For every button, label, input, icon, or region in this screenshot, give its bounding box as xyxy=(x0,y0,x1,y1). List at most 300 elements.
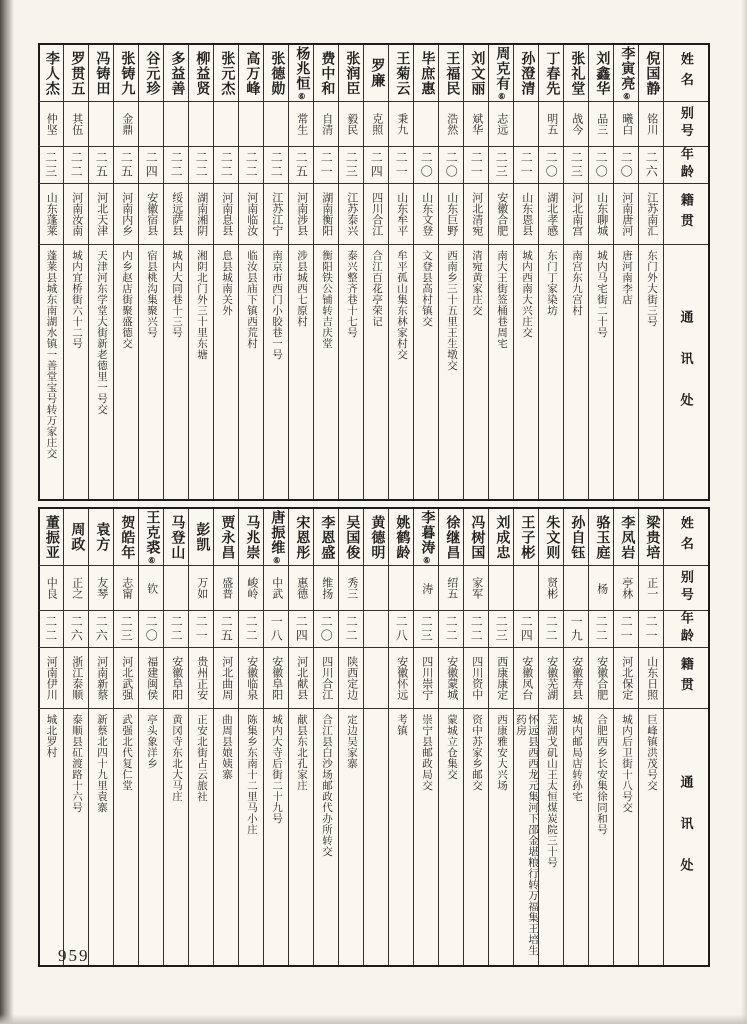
age-cell: 二〇 xyxy=(439,147,463,184)
person-name: 冯铸田 xyxy=(94,50,110,96)
address-cell: 献县东北孔家庄 xyxy=(296,714,307,791)
person-column xyxy=(338,509,363,965)
native-place-cell: 安徽芜湖 xyxy=(539,648,563,709)
person-column xyxy=(163,509,188,965)
header-address: 通讯处 xyxy=(678,774,694,900)
name-cell xyxy=(514,45,538,102)
alias-cell xyxy=(164,102,188,147)
address-cell: 黄冈寺东北大马庄 xyxy=(171,714,182,802)
person-name: 姚鹤龄 xyxy=(394,514,410,560)
age-cell: 二五 xyxy=(89,147,113,184)
age-cell: 二二 xyxy=(339,611,363,648)
address-cell: 正安北街占云旅社 xyxy=(196,714,207,802)
address-cell: 临汝县庙下镇西荒村 xyxy=(246,250,257,349)
person-column xyxy=(588,509,613,965)
person-name: 冯树国 xyxy=(469,514,485,560)
name-cell xyxy=(239,45,263,102)
name-cell xyxy=(364,45,388,102)
address-cell: 城内大同巷十三号 xyxy=(171,250,182,338)
native-place-cell: 河南内乡 xyxy=(114,184,138,245)
alias-cell xyxy=(239,102,263,147)
native-place-cell: 湖南衡阳 xyxy=(314,184,338,245)
scan-bottom-shadow xyxy=(0,1014,747,1024)
age-cell: 一九 xyxy=(564,611,588,648)
person-column xyxy=(88,509,113,965)
person-column xyxy=(163,45,188,499)
header-alias: 别号 xyxy=(664,102,708,147)
alias-cell: 峻岭 xyxy=(239,566,263,611)
alias-cell: 盛普 xyxy=(214,566,238,611)
person-column xyxy=(313,509,338,965)
native-place-cell: 湖南湘阴 xyxy=(189,184,213,245)
person-column xyxy=(513,509,538,965)
name-cell xyxy=(539,509,563,566)
native-place-cell: 安徽怀远 xyxy=(389,648,413,709)
person-name: 高万峰 xyxy=(244,50,260,96)
person-column xyxy=(563,509,588,965)
native-place-cell: 安徽凤台 xyxy=(514,648,538,709)
address-cell: 东门外大街三号 xyxy=(646,250,657,327)
name-cell xyxy=(464,45,488,102)
age-cell: 二二 xyxy=(239,611,263,648)
person-name: 吴国俊 xyxy=(344,514,360,560)
name-cell xyxy=(639,509,663,566)
address-cell: 泰顺县矼渡路十六号 xyxy=(71,714,82,813)
age-cell: 二一 xyxy=(514,147,538,184)
person-name: 孙自钰 xyxy=(569,514,585,560)
header-alias: 别号 xyxy=(664,566,708,611)
person-column xyxy=(38,509,63,965)
alias-cell: 秉九 xyxy=(389,102,413,147)
person-column xyxy=(338,45,363,499)
alias-cell: 自清 xyxy=(314,102,338,147)
name-cell xyxy=(214,45,238,102)
person-name: 黄德明 xyxy=(369,514,385,560)
alias-cell: 友琴 xyxy=(89,566,113,611)
person-name: 骆玉庭 xyxy=(594,514,610,560)
name-cell xyxy=(139,509,163,566)
name-cell xyxy=(189,45,213,102)
person-column xyxy=(588,45,613,499)
header-native: 籍贯 xyxy=(664,648,708,709)
person-column xyxy=(188,509,213,965)
person-name: 彭凯 xyxy=(194,522,210,552)
native-place-cell: 河北曲周 xyxy=(214,648,238,709)
footnote-mark: ⑥ xyxy=(272,555,282,565)
person-column xyxy=(213,45,238,499)
person-column xyxy=(438,45,463,499)
age-cell xyxy=(364,611,388,648)
name-cell xyxy=(264,509,288,566)
name-cell xyxy=(214,509,238,566)
person-name: 唐振维 xyxy=(269,509,285,555)
person-name: 袁方 xyxy=(94,522,110,552)
native-place-cell: 山东聊城 xyxy=(589,184,613,245)
native-place-cell: 河北南宫 xyxy=(564,184,588,245)
address-cell: 唐河南李店 xyxy=(621,250,632,305)
age-cell: 二二 xyxy=(264,147,288,184)
native-place-cell: 安徽宿县 xyxy=(139,184,163,245)
native-place-cell: 河南息县 xyxy=(214,184,238,245)
address-cell: 息县城南关外 xyxy=(221,250,232,316)
alias-cell: 万如 xyxy=(189,566,213,611)
alias-cell: 明五 xyxy=(539,102,563,147)
address-cell: 合肥西乡长安集徐同和号 xyxy=(596,714,607,835)
address-cell: 衡阳铁公铺转吉庆堂 xyxy=(321,250,332,349)
name-cell xyxy=(389,45,413,102)
person-name: 丁春先 xyxy=(544,50,560,96)
age-cell: 二一 xyxy=(389,147,413,184)
native-place-cell: 安徽合肥 xyxy=(589,648,613,709)
native-place-cell: 陕西定边 xyxy=(339,648,363,709)
person-column xyxy=(413,45,438,499)
alias-cell xyxy=(189,102,213,147)
name-cell xyxy=(614,45,638,102)
native-place-cell: 河南唐河 xyxy=(614,184,638,245)
person-name: 杨兆恒 xyxy=(294,45,310,91)
header-column xyxy=(663,509,708,965)
person-name: 张铸九 xyxy=(119,50,135,96)
address-cell: 牟平孤山集东林家村交 xyxy=(396,250,407,360)
alias-cell: 贤彬 xyxy=(539,566,563,611)
alias-cell: 曦白 xyxy=(614,102,638,147)
alias-cell: 正一 xyxy=(639,566,663,611)
address-cell: 陈集乡东南十二里马小庄 xyxy=(246,714,257,835)
name-cell xyxy=(614,509,638,566)
person-column xyxy=(388,509,413,965)
person-column xyxy=(538,509,563,965)
name-cell xyxy=(564,509,588,566)
person-column xyxy=(438,509,463,965)
header-address: 通讯处 xyxy=(678,309,694,435)
age-cell: 二三 xyxy=(489,611,513,648)
alias-cell xyxy=(89,102,113,147)
person-name: 王菊云 xyxy=(394,50,410,96)
age-cell: 二二 xyxy=(539,611,563,648)
native-place-cell: 山东文登 xyxy=(414,184,438,245)
address-cell: 城内后卫街十八号交 xyxy=(621,714,632,813)
name-cell xyxy=(439,45,463,102)
person-column xyxy=(88,45,113,499)
person-column xyxy=(488,45,513,499)
native-place-cell: 河南临汝 xyxy=(239,184,263,245)
native-place-cell: 山东牟平 xyxy=(389,184,413,245)
person-column xyxy=(363,509,388,965)
address-cell: 合江百花亭荣记 xyxy=(371,250,382,327)
name-cell xyxy=(314,509,338,566)
age-cell: 二三 xyxy=(339,147,363,184)
person-name: 梁贵培 xyxy=(644,514,660,560)
person-name: 李凤岩 xyxy=(619,514,635,560)
person-name: 周克有 xyxy=(494,45,510,91)
name-cell xyxy=(38,509,63,566)
footnote-mark: ⑥ xyxy=(297,91,307,101)
person-name: 刘成忠 xyxy=(494,514,510,560)
name-cell xyxy=(589,509,613,566)
name-cell xyxy=(314,45,338,102)
name-cell xyxy=(364,509,388,566)
person-name: 张润臣 xyxy=(344,50,360,96)
person-column xyxy=(138,509,163,965)
alias-cell: 克照 xyxy=(364,102,388,147)
person-column xyxy=(63,45,88,499)
person-column xyxy=(463,45,488,499)
person-column xyxy=(563,45,588,499)
alias-cell: 杨 xyxy=(589,566,613,611)
alias-cell xyxy=(264,102,288,147)
person-name: 张元杰 xyxy=(219,50,235,96)
address-cell: 崇宁县邮政局交 xyxy=(421,714,432,791)
name-cell xyxy=(114,509,138,566)
address-cell: 泰兴整齐巷十七号 xyxy=(346,250,357,338)
address-cell: 宿县桃沟集聚兴号 xyxy=(146,250,157,338)
person-column xyxy=(613,509,638,965)
native-place-cell: 安徽合肥 xyxy=(489,184,513,245)
name-cell xyxy=(139,45,163,102)
address-cell: 蒙城立仓集交 xyxy=(446,714,457,780)
age-cell: 二五 xyxy=(114,147,138,184)
name-cell xyxy=(639,45,663,102)
person-name: 罗廉 xyxy=(369,58,385,88)
alias-cell: 品三 xyxy=(589,102,613,147)
person-column xyxy=(263,45,288,499)
name-cell xyxy=(89,45,113,102)
native-place-cell: 江苏江宁 xyxy=(264,184,288,245)
age-cell: 二四 xyxy=(289,611,313,648)
page-number: 959 xyxy=(58,946,90,965)
name-cell xyxy=(489,45,513,102)
header-column xyxy=(663,45,708,499)
name-cell xyxy=(189,509,213,566)
address-cell: 涉县城西七原村 xyxy=(296,250,307,327)
native-place-cell: 湖北孝感 xyxy=(539,184,563,245)
name-cell xyxy=(514,509,538,566)
directory-table-bottom xyxy=(38,507,710,967)
native-place-cell: 四川合江 xyxy=(364,184,388,245)
name-cell xyxy=(164,45,188,102)
age-cell: 二〇 xyxy=(614,147,638,184)
person-column xyxy=(238,509,263,965)
age-cell: 二一 xyxy=(464,147,488,184)
address-cell: 合江县白沙场邮政代办所转交 xyxy=(321,714,332,857)
name-cell xyxy=(89,509,113,566)
native-place-cell: 山东恩县 xyxy=(514,184,538,245)
person-column xyxy=(138,45,163,499)
person-name: 李暮涛 xyxy=(419,509,435,555)
footnote-mark: ⑥ xyxy=(622,91,632,101)
address-cell: 西康雅安大兴场 xyxy=(496,714,507,791)
age-cell: 二三 xyxy=(414,611,438,648)
name-cell xyxy=(339,509,363,566)
alias-cell xyxy=(514,102,538,147)
age-cell: 二六 xyxy=(64,611,88,648)
header-name: 姓名 xyxy=(664,45,708,102)
alias-cell: 战今 xyxy=(564,102,588,147)
age-cell: 二六 xyxy=(639,147,663,184)
person-column xyxy=(263,509,288,965)
age-cell: 二四 xyxy=(514,611,538,648)
scan-gutter-shadow xyxy=(0,0,14,1024)
native-place-cell: 安徽蒙城 xyxy=(439,648,463,709)
person-name: 贺皓年 xyxy=(119,514,135,560)
address-cell: 西南乡三十五里王生墩交 xyxy=(446,250,457,371)
alias-cell: 志远 xyxy=(489,102,513,147)
person-column xyxy=(213,509,238,965)
footnote-mark: ⑥ xyxy=(497,91,507,101)
name-cell xyxy=(439,509,463,566)
alias-cell: 斌华 xyxy=(464,102,488,147)
person-name: 李恩盛 xyxy=(319,514,335,560)
address-cell xyxy=(364,709,388,965)
age-cell: 二一 xyxy=(639,611,663,648)
native-place-cell: 河北清宛 xyxy=(464,184,488,245)
address-cell: 南京市西门小胶巷一号 xyxy=(271,250,282,360)
native-place-cell: 江苏泰兴 xyxy=(339,184,363,245)
person-column xyxy=(313,45,338,499)
alias-cell: 浩然 xyxy=(439,102,463,147)
footnote-mark: ⑥ xyxy=(147,555,157,565)
age-cell: 二六 xyxy=(89,611,113,648)
age-cell: 二一 xyxy=(189,611,213,648)
native-place-cell: 山东日照 xyxy=(639,648,663,709)
address-cell: 南大王街签桶巷周宅 xyxy=(496,250,507,349)
age-cell: 二五 xyxy=(214,611,238,648)
alias-cell: 绍五 xyxy=(439,566,463,611)
person-name: 王克裘 xyxy=(144,509,160,555)
address-cell: 湘阴北门外三十里东塘 xyxy=(196,250,207,360)
person-column xyxy=(513,45,538,499)
person-column xyxy=(288,45,313,499)
name-cell xyxy=(264,45,288,102)
age-cell: 二〇 xyxy=(414,147,438,184)
name-cell xyxy=(489,509,513,566)
native-place-cell: 河南新蔡 xyxy=(89,648,113,709)
age-cell: 二二 xyxy=(189,147,213,184)
header-native: 籍贯 xyxy=(664,184,708,245)
alias-cell xyxy=(389,566,413,611)
alias-cell: 维扬 xyxy=(314,566,338,611)
age-cell: 二三 xyxy=(114,611,138,648)
address-cell: 蓬莱县城东南湖水镇一善堂宝号转万家庄交 xyxy=(45,250,57,459)
native-place-cell: 山东蓬莱 xyxy=(38,184,63,245)
person-column xyxy=(238,45,263,499)
name-cell xyxy=(464,509,488,566)
person-column xyxy=(288,509,313,965)
name-cell xyxy=(539,45,563,102)
person-column xyxy=(188,45,213,499)
scan-right-shadow xyxy=(741,0,747,1024)
person-name: 多益善 xyxy=(169,50,185,96)
person-name: 倪国静 xyxy=(644,50,660,96)
age-cell: 二〇 xyxy=(139,611,163,648)
alias-cell xyxy=(489,566,513,611)
person-name: 刘鑫华 xyxy=(594,50,610,96)
person-name: 毕庶惠 xyxy=(419,50,435,96)
age-cell: 二三 xyxy=(564,147,588,184)
native-place-cell: 安徽阜阳 xyxy=(164,648,188,709)
age-cell: 二二 xyxy=(464,611,488,648)
header-age: 年龄 xyxy=(664,611,708,648)
name-cell xyxy=(289,509,313,566)
person-name: 张德勋 xyxy=(269,50,285,96)
alias-cell: 铭川 xyxy=(639,102,663,147)
person-column xyxy=(488,509,513,965)
name-cell xyxy=(414,45,438,102)
person-name: 徐继昌 xyxy=(444,514,460,560)
name-cell xyxy=(164,509,188,566)
native-place-cell: 四川资中 xyxy=(464,648,488,709)
alias-cell: 亭林 xyxy=(614,566,638,611)
address-cell: 怀远县西西龙元集河下邵金堪粮行转万福集王培生药房 xyxy=(515,714,538,956)
alias-cell xyxy=(139,102,163,147)
age-cell: 二二 xyxy=(589,611,613,648)
person-name: 马兆崇 xyxy=(244,514,260,560)
person-name: 费中和 xyxy=(319,50,335,96)
header-name: 姓名 xyxy=(664,509,708,566)
native-place-cell: 山东巨野 xyxy=(439,184,463,245)
person-column xyxy=(63,509,88,965)
native-place-cell: 河南汝南 xyxy=(64,184,88,245)
native-place-cell: 安徽阜阳 xyxy=(264,648,288,709)
native-place-cell: 四川崇宁 xyxy=(414,648,438,709)
name-cell xyxy=(114,45,138,102)
person-column xyxy=(463,509,488,965)
native-place-cell xyxy=(364,648,388,709)
address-cell: 天津河东学堂大街新老德里一号交 xyxy=(96,250,107,415)
alias-cell: 钦 xyxy=(139,566,163,611)
person-name: 李寅亮 xyxy=(619,45,635,91)
alias-cell: 中良 xyxy=(38,566,63,611)
native-place-cell: 河南涉县 xyxy=(289,184,313,245)
address-cell: 武强北代复仁堂 xyxy=(121,714,132,791)
native-place-cell: 贵州正安 xyxy=(189,648,213,709)
alias-cell xyxy=(414,102,438,147)
native-place-cell: 安徽临泉 xyxy=(239,648,263,709)
name-cell xyxy=(564,45,588,102)
age-cell: 二二 xyxy=(239,147,263,184)
address-cell: 清宛黄家庄交 xyxy=(471,250,482,316)
person-name: 张礼堂 xyxy=(569,50,585,96)
age-cell: 二二 xyxy=(38,611,63,648)
native-place-cell: 绥远萨县 xyxy=(164,184,188,245)
person-name: 王子彬 xyxy=(519,514,535,560)
age-cell: 二八 xyxy=(389,611,413,648)
header-age: 年龄 xyxy=(664,147,708,184)
person-name: 周政 xyxy=(69,522,85,552)
age-cell: 一八 xyxy=(264,611,288,648)
alias-cell: 仲坚 xyxy=(38,102,63,147)
person-column xyxy=(638,45,663,499)
age-cell: 二一 xyxy=(614,611,638,648)
person-name: 贾永昌 xyxy=(219,514,235,560)
native-place-cell: 河北献县 xyxy=(289,648,313,709)
age-cell: 二〇 xyxy=(539,147,563,184)
person-column xyxy=(113,509,138,965)
person-column xyxy=(638,509,663,965)
age-cell: 二二 xyxy=(164,611,188,648)
alias-cell: 惠德 xyxy=(289,566,313,611)
age-cell: 二〇 xyxy=(314,611,338,648)
alias-cell: 涛 xyxy=(414,566,438,611)
name-cell xyxy=(339,45,363,102)
person-name: 董振亚 xyxy=(43,514,59,560)
name-cell xyxy=(589,45,613,102)
person-name: 朱文则 xyxy=(544,514,560,560)
person-column xyxy=(113,45,138,499)
address-cell: 定边吴家寨 xyxy=(346,714,357,769)
alias-cell xyxy=(164,566,188,611)
alias-cell: 正之 xyxy=(64,566,88,611)
